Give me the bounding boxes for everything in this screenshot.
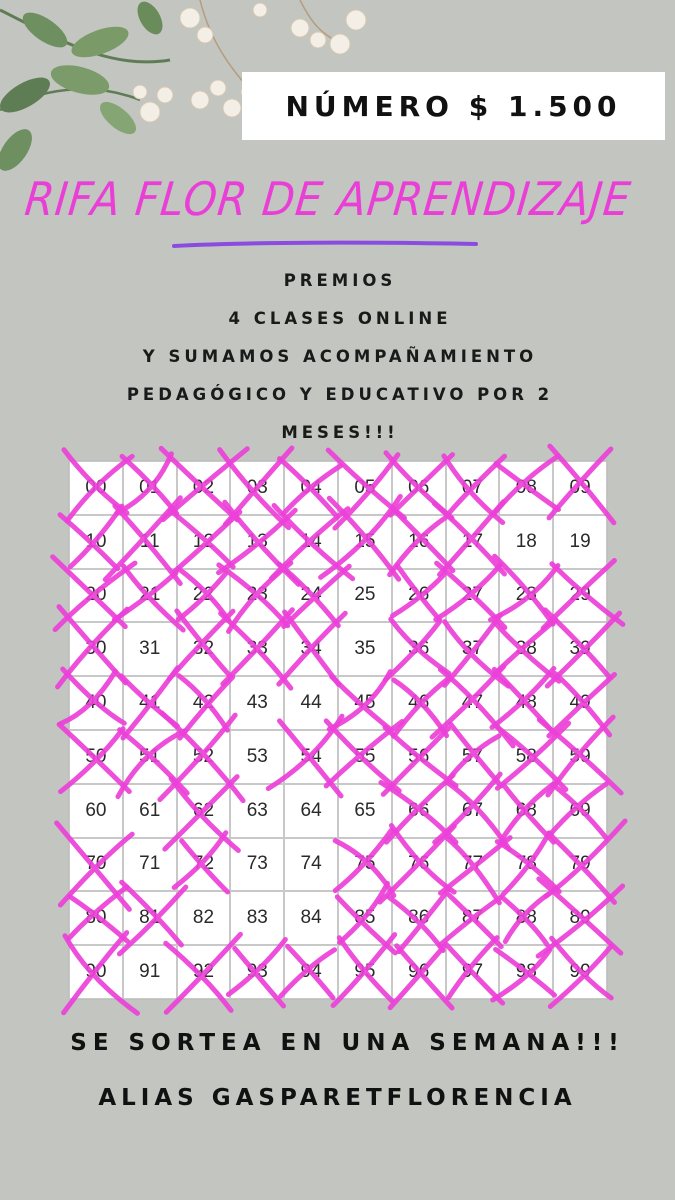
number-cell[interactable]: 74 xyxy=(284,838,338,892)
number-cell[interactable]: 71 xyxy=(123,838,177,892)
number-cell[interactable]: 09 xyxy=(553,461,607,515)
number-cell[interactable]: 14 xyxy=(284,515,338,569)
number-cell[interactable]: 50 xyxy=(69,730,123,784)
number-cell[interactable]: 98 xyxy=(499,945,553,999)
number-cell[interactable]: 58 xyxy=(499,730,553,784)
number-cell[interactable]: 84 xyxy=(284,891,338,945)
number-cell[interactable]: 31 xyxy=(123,622,177,676)
number-cell[interactable]: 79 xyxy=(553,838,607,892)
number-cell[interactable]: 47 xyxy=(446,676,500,730)
number-cell[interactable]: 28 xyxy=(499,569,553,623)
number-cell[interactable]: 24 xyxy=(284,569,338,623)
number-cell[interactable]: 55 xyxy=(338,730,392,784)
number-cell[interactable]: 99 xyxy=(553,945,607,999)
number-cell[interactable]: 75 xyxy=(338,838,392,892)
number-cell[interactable]: 44 xyxy=(284,676,338,730)
number-cell[interactable]: 17 xyxy=(446,515,500,569)
price-box xyxy=(242,72,665,140)
number-cell[interactable]: 26 xyxy=(392,569,446,623)
number-cell[interactable]: 62 xyxy=(177,784,231,838)
number-cell[interactable]: 10 xyxy=(69,515,123,569)
title-underline xyxy=(170,238,480,252)
prize-line-heading: PREMIOS xyxy=(283,271,397,290)
number-cell[interactable]: 43 xyxy=(230,676,284,730)
number-cell[interactable]: 39 xyxy=(553,622,607,676)
number-cell[interactable]: 13 xyxy=(230,515,284,569)
number-cell[interactable]: 73 xyxy=(230,838,284,892)
number-cell[interactable]: 15 xyxy=(338,515,392,569)
number-cell[interactable]: 37 xyxy=(446,622,500,676)
number-cell[interactable]: 04 xyxy=(284,461,338,515)
number-cell[interactable]: 02 xyxy=(177,461,231,515)
number-cell[interactable]: 78 xyxy=(499,838,553,892)
prize-line-duration: MESES!!! xyxy=(281,423,399,442)
number-cell[interactable]: 95 xyxy=(338,945,392,999)
number-cell[interactable]: 07 xyxy=(446,461,500,515)
number-cell[interactable]: 52 xyxy=(177,730,231,784)
number-cell[interactable]: 18 xyxy=(499,515,553,569)
number-cell[interactable]: 88 xyxy=(499,891,553,945)
prize-line-classes: 4 CLASES ONLINE xyxy=(228,309,452,328)
number-cell[interactable]: 35 xyxy=(338,622,392,676)
number-cell[interactable]: 68 xyxy=(499,784,553,838)
number-cell[interactable]: 97 xyxy=(446,945,500,999)
number-cell[interactable]: 82 xyxy=(177,891,231,945)
number-cell[interactable]: 61 xyxy=(123,784,177,838)
number-cell[interactable]: 41 xyxy=(123,676,177,730)
number-cell[interactable]: 53 xyxy=(230,730,284,784)
number-cell[interactable]: 63 xyxy=(230,784,284,838)
draw-date-text: SE SORTEA EN UNA SEMANA!!! xyxy=(70,1030,625,1056)
prize-line-extra: Y SUMAMOS ACOMPAÑAMIENTO xyxy=(142,347,538,366)
price-label: NÚMERO $ 1.500 xyxy=(285,89,622,123)
number-cell[interactable]: 00 xyxy=(69,461,123,515)
number-cell[interactable]: 91 xyxy=(123,945,177,999)
number-cell[interactable]: 49 xyxy=(553,676,607,730)
number-cell[interactable]: 60 xyxy=(69,784,123,838)
number-cell[interactable]: 21 xyxy=(123,569,177,623)
number-cell[interactable]: 86 xyxy=(392,891,446,945)
number-cell[interactable]: 23 xyxy=(230,569,284,623)
number-cell[interactable]: 93 xyxy=(230,945,284,999)
number-cell[interactable]: 06 xyxy=(392,461,446,515)
number-cell[interactable]: 16 xyxy=(392,515,446,569)
number-cell[interactable]: 67 xyxy=(446,784,500,838)
number-cell[interactable]: 83 xyxy=(230,891,284,945)
number-cell[interactable]: 76 xyxy=(392,838,446,892)
number-cell[interactable]: 64 xyxy=(284,784,338,838)
number-cell[interactable]: 90 xyxy=(69,945,123,999)
number-cell[interactable]: 51 xyxy=(123,730,177,784)
number-cell[interactable]: 01 xyxy=(123,461,177,515)
number-cell[interactable]: 34 xyxy=(284,622,338,676)
number-cell[interactable]: 08 xyxy=(499,461,553,515)
number-cell[interactable]: 57 xyxy=(446,730,500,784)
number-cell[interactable]: 77 xyxy=(446,838,500,892)
number-cell[interactable]: 66 xyxy=(392,784,446,838)
number-cell[interactable]: 19 xyxy=(553,515,607,569)
number-cell[interactable]: 27 xyxy=(446,569,500,623)
number-cell[interactable]: 69 xyxy=(553,784,607,838)
number-cell[interactable]: 29 xyxy=(553,569,607,623)
number-cell[interactable]: 46 xyxy=(392,676,446,730)
number-cell[interactable]: 22 xyxy=(177,569,231,623)
number-cell[interactable]: 30 xyxy=(69,622,123,676)
number-grid-container xyxy=(68,460,608,1000)
number-cell[interactable]: 54 xyxy=(284,730,338,784)
number-cell[interactable]: 92 xyxy=(177,945,231,999)
number-cell[interactable]: 96 xyxy=(392,945,446,999)
number-cell[interactable]: 87 xyxy=(446,891,500,945)
number-cell[interactable]: 48 xyxy=(499,676,553,730)
number-cell[interactable]: 45 xyxy=(338,676,392,730)
number-cell[interactable]: 05 xyxy=(338,461,392,515)
number-cell[interactable]: 70 xyxy=(69,838,123,892)
number-cell[interactable]: 59 xyxy=(553,730,607,784)
number-cell[interactable]: 33 xyxy=(230,622,284,676)
number-cell[interactable]: 03 xyxy=(230,461,284,515)
prize-line-support: PEDAGÓGICO Y EDUCATIVO POR 2 xyxy=(126,385,554,404)
number-cell[interactable]: 80 xyxy=(69,891,123,945)
prize-description xyxy=(40,262,640,452)
number-cell[interactable]: 72 xyxy=(177,838,231,892)
payment-alias-text: ALIAS GASPARETFLORENCIA xyxy=(98,1085,577,1111)
number-cell[interactable]: 85 xyxy=(338,891,392,945)
number-cell[interactable]: 42 xyxy=(177,676,231,730)
number-cell[interactable]: 38 xyxy=(499,622,553,676)
number-grid xyxy=(68,460,608,1000)
number-cell[interactable]: 20 xyxy=(69,569,123,623)
number-cell[interactable]: 25 xyxy=(338,569,392,623)
number-cell[interactable]: 11 xyxy=(123,515,177,569)
number-cell[interactable]: 32 xyxy=(177,622,231,676)
number-cell[interactable]: 81 xyxy=(123,891,177,945)
number-cell[interactable]: 36 xyxy=(392,622,446,676)
number-cell[interactable]: 12 xyxy=(177,515,231,569)
number-cell[interactable]: 40 xyxy=(69,676,123,730)
number-cell[interactable]: 56 xyxy=(392,730,446,784)
number-cell[interactable]: 65 xyxy=(338,784,392,838)
number-cell[interactable]: 89 xyxy=(553,891,607,945)
raffle-title: RIFA FLOR DE APRENDIZAJE xyxy=(22,172,634,226)
number-cell[interactable]: 94 xyxy=(284,945,338,999)
